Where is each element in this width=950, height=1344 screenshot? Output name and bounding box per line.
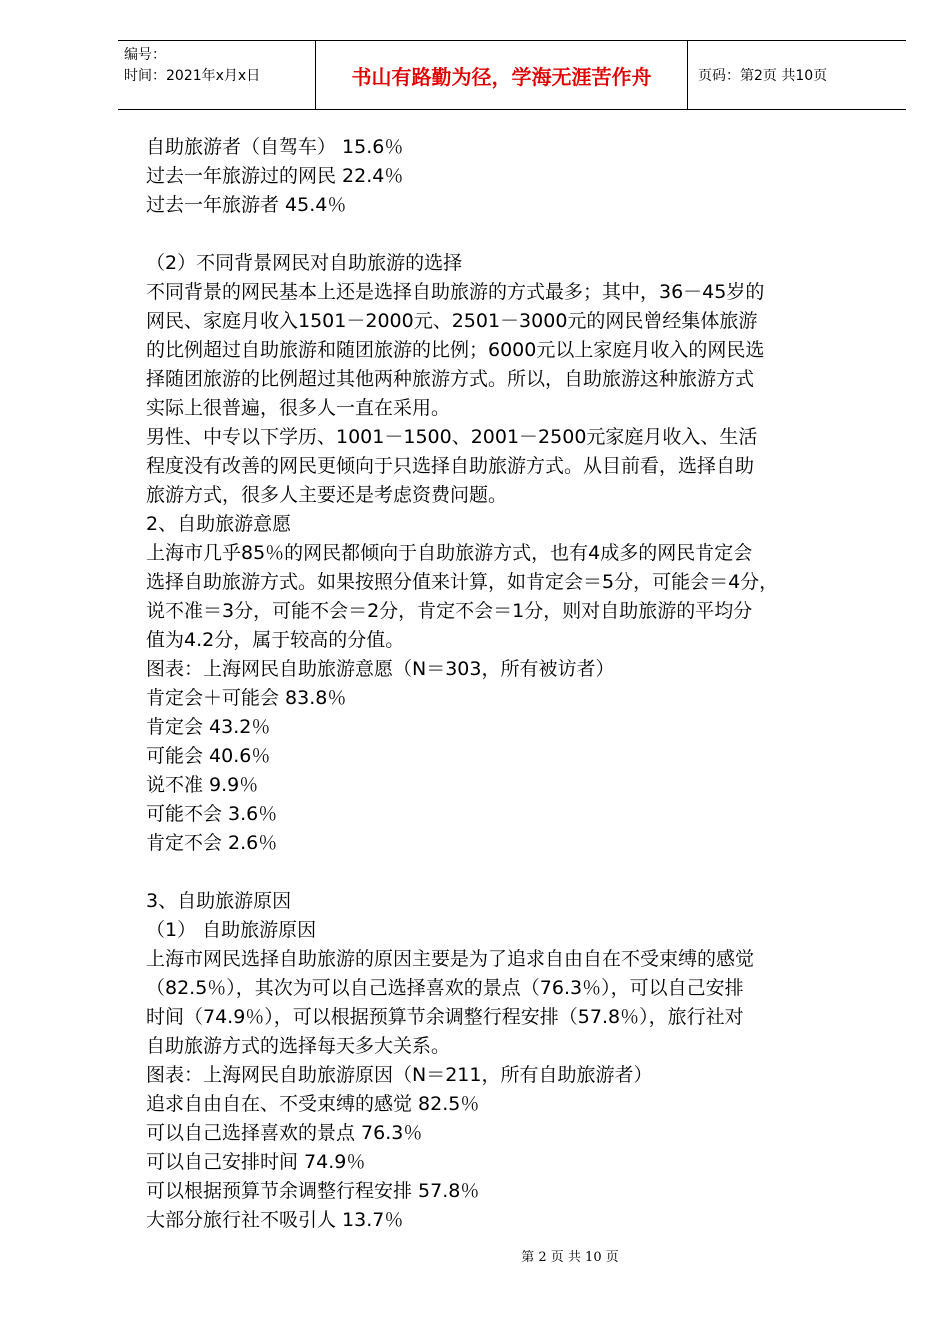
text-line: 过去一年旅游过的网民 22.4％ <box>146 165 404 187</box>
page-footer: 第 2 页 共 10 页 <box>521 1250 619 1265</box>
text-line: 上海市几乎85％的网民都倾向于自助旅游方式，也有4成多的网民肯定会 <box>146 542 753 564</box>
text-line: 实际上很普遍，很多人一直在采用。 <box>146 397 451 419</box>
text-line: （1） 自助旅游原因 <box>146 919 317 941</box>
text-line: 肯定会 43.2％ <box>146 716 271 738</box>
text-line: 图表：上海网民自助旅游原因（N＝211，所有自助旅游者） <box>146 1064 653 1086</box>
text-line: （2）不同背景网民对自助旅游的选择 <box>146 252 463 274</box>
header-page-number: 页码：第2页 共10页 <box>698 68 828 84</box>
header-motto: 书山有路勤为径，学海无涯苦作舟 <box>315 41 688 109</box>
text-line: 过去一年旅游者 45.4％ <box>146 194 347 216</box>
text-line: 说不准＝3分，可能不会＝2分，肯定不会＝1分，则对自助旅游的平均分 <box>146 600 753 622</box>
text-line: 不同背景的网民基本上还是选择自助旅游的方式最多；其中，36－45岁的 <box>146 281 765 303</box>
text-line: 自助旅游者（自驾车） 15.6％ <box>146 136 404 158</box>
text-line: 2、自助旅游意愿 <box>146 513 292 535</box>
text-line: 可以自己安排时间 74.9％ <box>146 1151 366 1173</box>
text-line: 旅游方式，很多人主要还是考虑资费问题。 <box>146 484 508 506</box>
text-line: 男性、中专以下学历、1001－1500、2001－2500元家庭月收入、生活 <box>146 426 758 448</box>
text-line: 程度没有改善的网民更倾向于只选择自助旅游方式。从目前看，选择自助 <box>146 455 755 477</box>
text-line: 择随团旅游的比例超过其他两种旅游方式。所以，自助旅游这种旅游方式 <box>146 368 755 390</box>
page-header <box>118 40 906 110</box>
text-line: 选择自助旅游方式。如果按照分值来计算，如肯定会＝5分，可能会＝4分， <box>146 571 779 593</box>
text-line: 肯定不会 2.6％ <box>146 832 278 854</box>
text-line: 可能不会 3.6％ <box>146 803 278 825</box>
blank-line <box>146 220 896 249</box>
header-time: 时间：2021年x月x日 <box>124 68 261 84</box>
text-line: 上海市网民选择自助旅游的原因主要是为了追求自由自在不受束缚的感觉 <box>146 948 755 970</box>
text-line: 可能会 40.6％ <box>146 745 271 767</box>
text-line: 3、自助旅游原因 <box>146 890 292 912</box>
header-number: 编号： <box>124 47 166 63</box>
text-line: 图表：上海网民自助旅游意愿（N＝303，所有被访者） <box>146 658 615 680</box>
text-line: 肯定会＋可能会 83.8％ <box>146 687 347 709</box>
text-line: 大部分旅行社不吸引人 13.7％ <box>146 1209 404 1231</box>
header-meta <box>118 41 315 109</box>
text-line: 时间（74.9％），可以根据预算节余调整行程安排（57.8％），旅行社对 <box>146 1006 744 1028</box>
blank-line <box>146 858 896 887</box>
text-line: 可以根据预算节余调整行程安排 57.8％ <box>146 1180 480 1202</box>
text-line: 说不准 9.9％ <box>146 774 259 796</box>
text-line: 可以自己选择喜欢的景点 76.3％ <box>146 1122 423 1144</box>
text-line: 网民、家庭月收入1501－2000元、2501－3000元的网民曾经集体旅游 <box>146 310 758 332</box>
document-body <box>146 133 896 1235</box>
text-line: （82.5％），其次为可以自己选择喜欢的景点（76.3％），可以自己安排 <box>146 977 744 999</box>
text-line: 的比例超过自助旅游和随团旅游的比例；6000元以上家庭月收入的网民选 <box>146 339 765 361</box>
text-line: 值为4.2分，属于较高的分值。 <box>146 629 405 651</box>
text-line: 追求自由自在、不受束缚的感觉 82.5％ <box>146 1093 480 1115</box>
text-line: 自助旅游方式的选择每天多大关系。 <box>146 1035 451 1057</box>
